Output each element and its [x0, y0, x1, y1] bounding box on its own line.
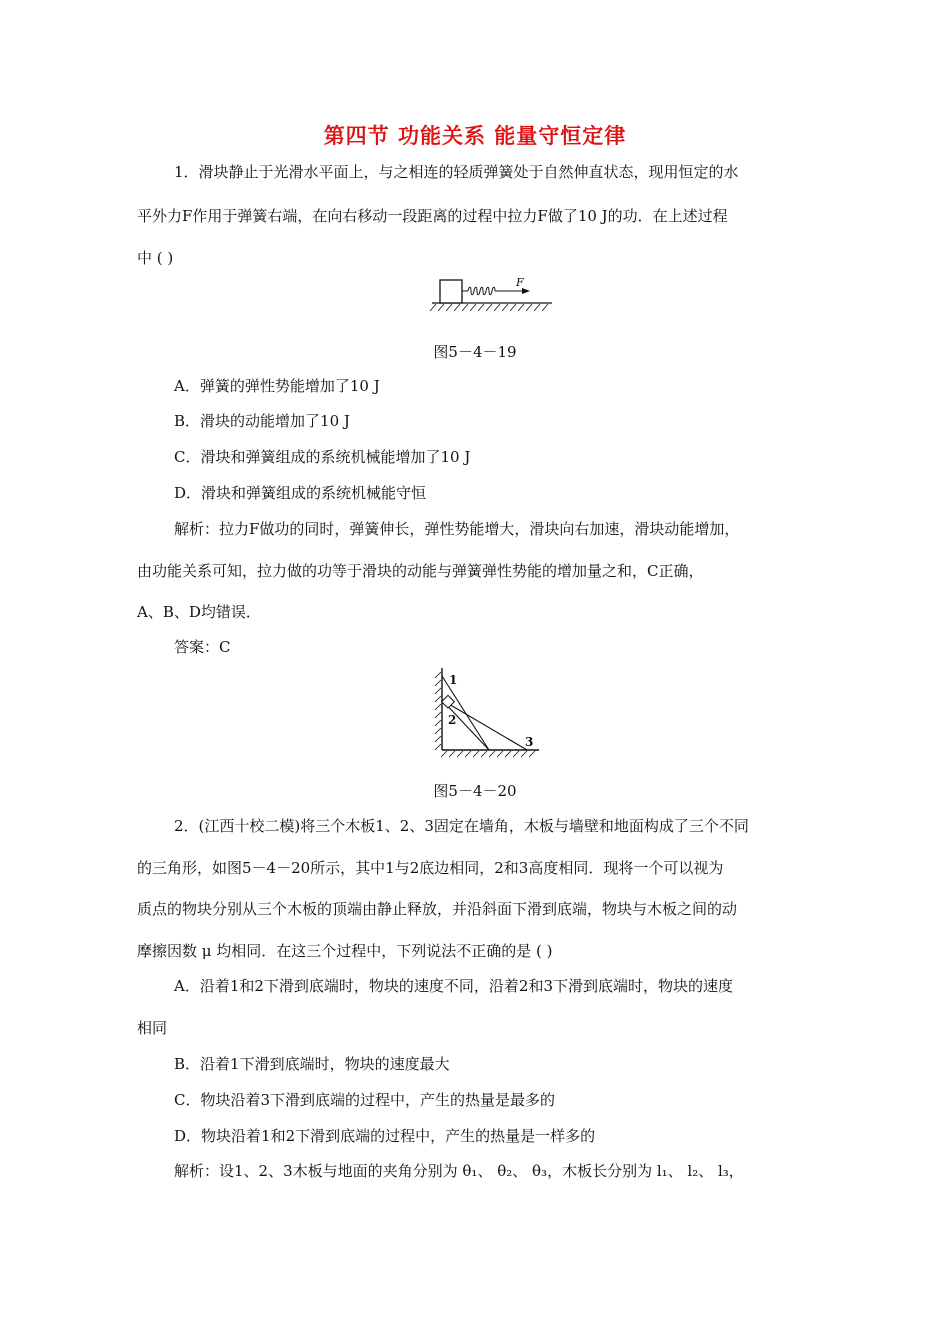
q2-option-d: D．物块沿着1和2下滑到底端的过程中，产生的热量是一样多的	[174, 1127, 596, 1145]
q2-stem-line2: 的三角形，如图5－4－20所示，其中1与2底边相同，2和3高度相同．现将一个可以视为	[137, 859, 724, 877]
q1-option-d: D．滑块和弹簧组成的系统机械能守恒	[174, 484, 427, 502]
figure-caption-5-4-20: 图5－4－20	[433, 782, 517, 800]
q1-answer: 答案：C	[174, 638, 231, 656]
board-label-2: 2	[448, 713, 457, 727]
q2-analysis: 解析：设1、2、3木板与地面的夹角分别为 θ₁、 θ₂、 θ₃，木板长分别为 l₁、 l₂、 l₃，	[174, 1162, 744, 1180]
q1-stem-line2: 平外力F作用于弹簧右端，在向右移动一段距离的过程中拉力F做了10 J的功．在上述过程	[137, 207, 728, 225]
q2-option-b: B．沿着1下滑到底端时，物块的速度最大	[174, 1055, 450, 1073]
q2-stem-line3: 质点的物块分别从三个木板的顶端由静止释放，并沿斜面下滑到底端，物块与木板之间的动	[137, 900, 738, 918]
q1-option-a: A．弹簧的弹性势能增加了10 J	[174, 377, 380, 395]
q1-option-b: B．滑块的动能增加了10 J	[174, 412, 350, 430]
q1-stem-line3: 中 ( )	[137, 249, 174, 267]
q1-analysis-line3: A、B、D均错误．	[137, 603, 261, 621]
board-label-3: 3	[525, 735, 534, 749]
q1-analysis-line2: 由功能关系可知，拉力做的功等于滑块的动能与弹簧弹性势能的增加量之和，C正确，	[137, 562, 704, 580]
q1-analysis-line1: 解析：拉力F做功的同时，弹簧伸长，弹性势能增大，滑块向右加速，滑块动能增加，	[174, 520, 740, 538]
q2-option-c: C．物块沿着3下滑到底端的过程中，产生的热量是最多的	[174, 1091, 556, 1109]
q2-option-a-line1: A．沿着1和2下滑到底端时，物块的速度不同，沿着2和3下滑到底端时，物块的速度	[174, 977, 734, 995]
q2-option-a-line2: 相同	[137, 1019, 168, 1037]
force-label: F	[516, 276, 524, 289]
q2-stem-line1: 2．(江西十校二模)将三个木板1、2、3固定在墙角，木板与墙壁和地面构成了三个不同	[174, 817, 749, 835]
page-title: 第四节 功能关系 能量守恒定律	[323, 124, 627, 148]
q2-stem-line4: 摩擦因数 μ 均相同．在这三个过程中，下列说法不正确的是 ( )	[137, 942, 553, 960]
q1-stem-line1: 1．滑块静止于光滑水平面上，与之相连的轻质弹簧处于自然伸直状态，现用恒定的水	[174, 163, 739, 181]
q1-option-c: C．滑块和弹簧组成的系统机械能增加了10 J	[174, 448, 471, 466]
figure-caption-5-4-19: 图5－4－19	[433, 343, 517, 361]
figure-block-spring	[428, 268, 558, 314]
figure-three-boards	[427, 662, 545, 760]
board-label-1: 1	[449, 673, 458, 687]
